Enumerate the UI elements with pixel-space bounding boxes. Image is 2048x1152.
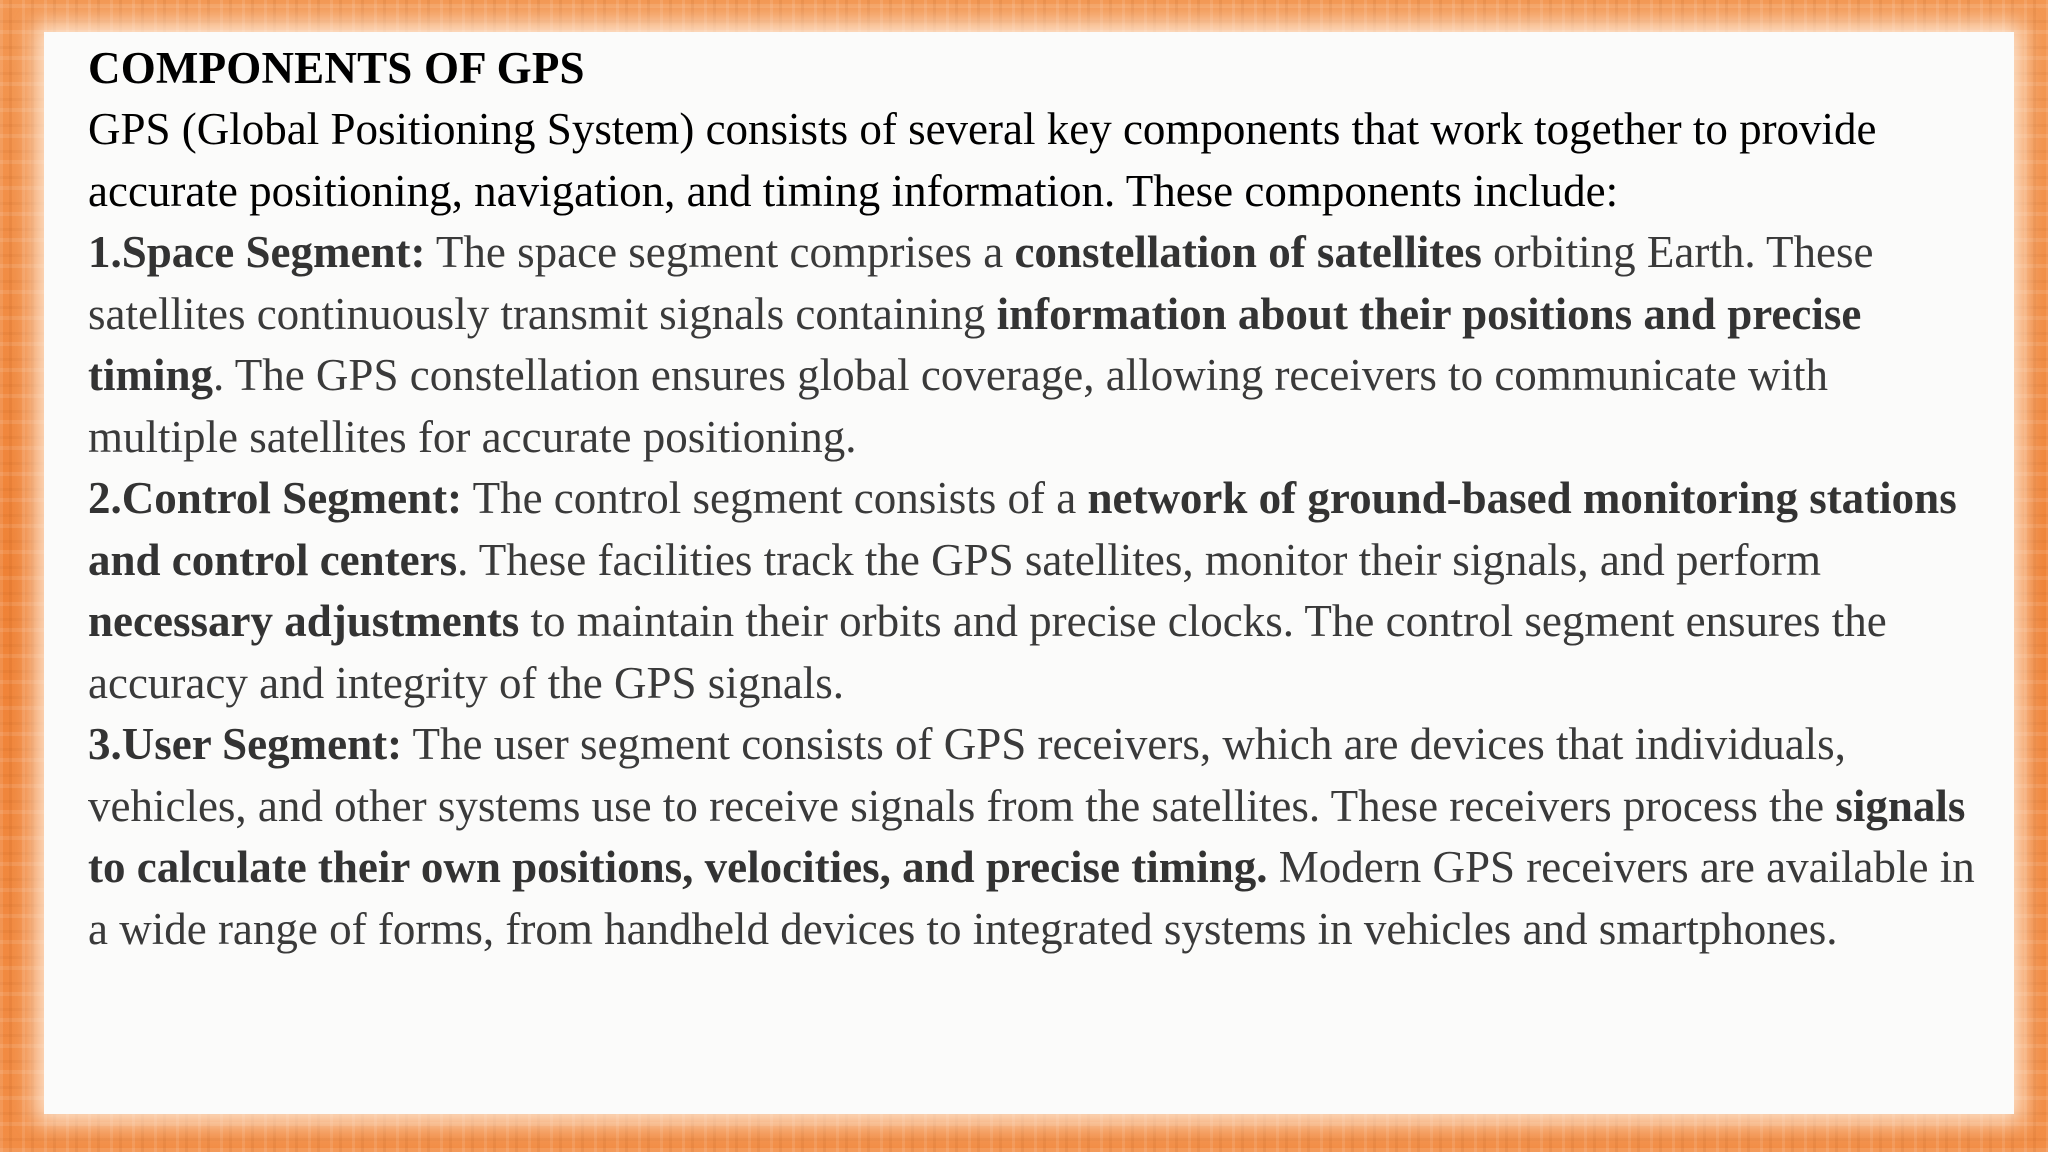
control-segment-bold-2: necessary adjustments	[88, 596, 520, 646]
control-segment-text-2: . These facilities track the GPS satellites, monitor their signals, and perform	[457, 534, 1821, 585]
space-segment-bold-1: constellation of satellites	[1014, 227, 1482, 277]
user-segment-text-2: Modern GPS receivers are available in a wide range of forms, from handheld devices to integrated systems in vehicles and smartphones.	[88, 842, 1975, 954]
space-segment-paragraph	[88, 222, 1984, 468]
content-panel	[44, 32, 2014, 1114]
control-segment-heading: 2.Control Segment:	[88, 473, 463, 523]
intro-paragraph: GPS (Global Positioning System) consists of several key components that work together to provide accurate positioning, navigation, and timing information. These components include:	[88, 104, 1877, 216]
slide-title: COMPONENTS OF GPS	[88, 43, 585, 93]
user-segment-text-1: The user segment consists of GPS receivers, which are devices that individuals, vehicles, and other systems use to receive signals from the satellites. These receivers process the	[88, 719, 1846, 831]
control-segment-text-3: to maintain their orbits and precise clocks. The control segment ensures the accuracy and integrity of the GPS signals.	[88, 596, 1887, 708]
space-segment-bold-2: information about their positions and precise timing	[88, 288, 1862, 400]
control-segment-paragraph	[88, 468, 1984, 714]
space-segment-text-2: orbiting Earth. These satellites continuously transmit signals containing	[88, 227, 1874, 339]
control-segment-bold-1: network of ground-based monitoring stations and control centers	[88, 473, 1957, 585]
user-segment-bold-1: signals to calculate their own positions, velocities, and precise timing.	[88, 780, 1966, 892]
space-segment-text-3: . The GPS constellation ensures global coverage, allowing receivers to communicate with multiple satellites for accurate positioning.	[88, 350, 1828, 462]
space-segment-heading: 1.Space Segment:	[88, 227, 426, 277]
space-segment-text-1: The space segment comprises a	[425, 227, 1015, 277]
user-segment-heading: 3.User Segment:	[88, 719, 403, 769]
control-segment-text-1: The control segment consists of a	[462, 473, 1088, 523]
user-segment-paragraph	[88, 714, 1984, 960]
